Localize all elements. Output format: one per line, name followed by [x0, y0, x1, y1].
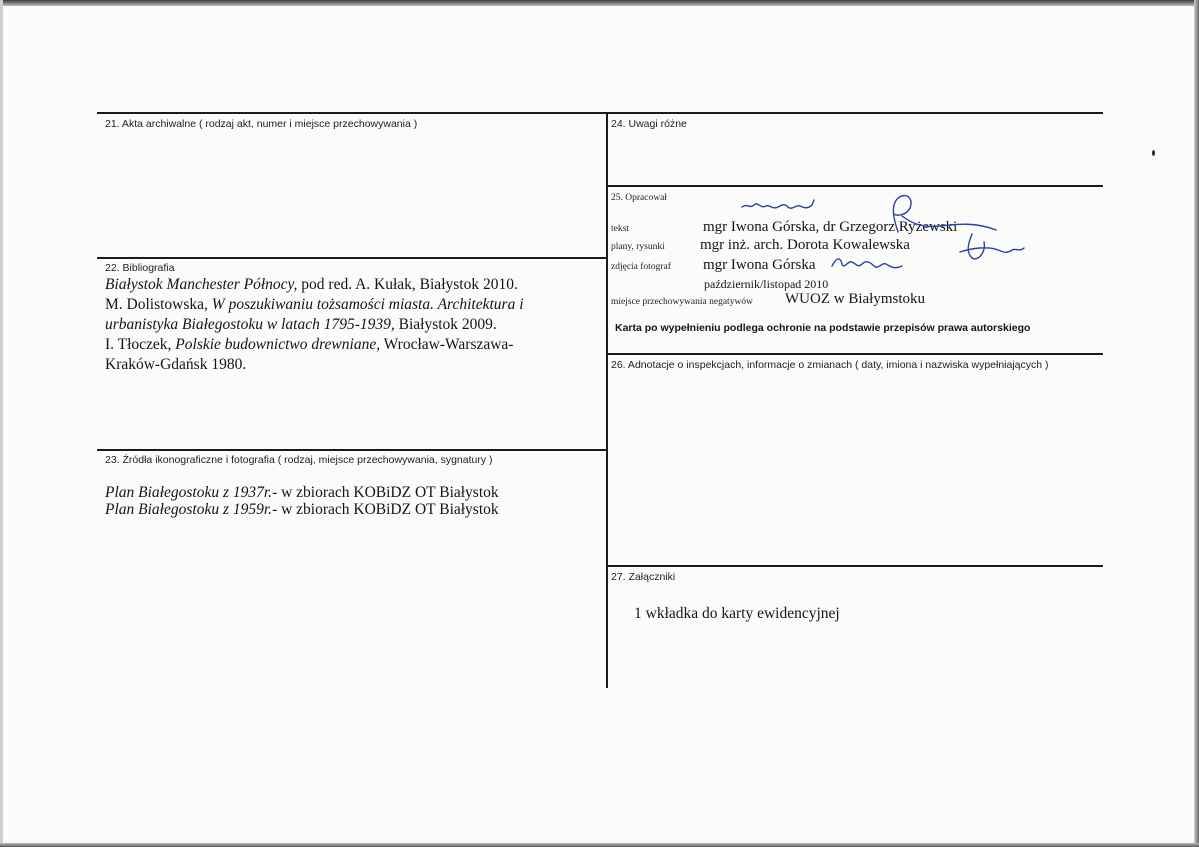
section-24-label: 24. Uwagi różne: [611, 118, 687, 130]
rule-21-22: [97, 257, 607, 259]
author-row-value: mgr Iwona Górska: [703, 257, 816, 273]
scan-edge-right: [1194, 0, 1199, 847]
negatives-label: miejsce przechowywania negatywów: [611, 297, 753, 307]
bibliography-entry: Białystok Manchester Północy, pod red. A. Kułak, Białystok 2010.: [105, 276, 518, 293]
bibliography-entry: Kraków-Gdańsk 1980.: [105, 356, 247, 373]
section-21-label: 21. Akta archiwalne ( rodzaj akt, numer i miejsce przechowywania ): [105, 118, 418, 130]
copyright-note: Karta po wypełnieniu podlega ochronie na podstawie przepisów prawa autorskiego: [615, 322, 1031, 334]
bibliography-entry: urbanistyka Białegostoku w latach 1795-1939, Białystok 2009.: [105, 316, 497, 333]
bibliography-entry: I. Tłoczek, Polskie budownictwo drewniane, Wrocław-Warszawa-: [105, 336, 514, 353]
author-row-key: tekst: [611, 224, 629, 234]
section-27-label: 27. Załączniki: [611, 571, 676, 583]
signature-gorska-photo: [830, 252, 910, 276]
negatives-value: WUOZ w Białymstoku: [785, 291, 925, 307]
rule-24-25: [607, 185, 1103, 187]
attachments-content: 1 wkładka do karty ewidencyjnej: [634, 605, 840, 622]
section-25-label: 25. Opracował: [611, 193, 667, 203]
author-row-value: mgr inż. arch. Dorota Kowalewska: [700, 237, 910, 253]
scan-edge-left: [0, 0, 3, 847]
scan-edge-top: [0, 0, 1199, 6]
rule-22-23: [97, 449, 607, 451]
author-row-key: plany, rysunki: [611, 242, 665, 252]
section-23-label: 23. Źródła ikonograficzne i fotografia ( rodzaj, miejsce przechowywania, sygnatury ): [105, 454, 493, 466]
section-26-label: 26. Adnotacje o inspekcjach, informacje o zmianach ( daty, imiona i nazwiska wypełniających ): [611, 359, 1049, 371]
bibliography-entry: M. Dolistowska, W poszukiwaniu tożsamości miasta. Architektura i: [105, 296, 524, 313]
iconography-entry: Plan Białegostoku z 1959r.- w zbiorach KOBiDZ OT Białystok: [105, 501, 499, 518]
author-row-key: zdjęcia fotograf: [611, 262, 671, 272]
rule-center: [606, 112, 608, 688]
scan-edge-bottom: [0, 843, 1199, 847]
rule-25-26: [607, 353, 1103, 355]
scan-speck: [1152, 150, 1155, 156]
section-22-label: 22. Bibliografia: [105, 262, 175, 274]
author-row-value: mgr Iwona Górska, dr Grzegorz Ryżewski: [703, 219, 958, 235]
rule-26-27: [607, 565, 1103, 567]
signature-kowalewska: [958, 230, 1028, 264]
signature-gorska-top: [740, 195, 820, 219]
iconography-entry: Plan Białegostoku z 1937r.- w zbiorach KOBiDZ OT Białystok: [105, 484, 499, 501]
preparation-date: październik/listopad 2010: [704, 277, 829, 291]
rule-top: [97, 112, 1103, 114]
